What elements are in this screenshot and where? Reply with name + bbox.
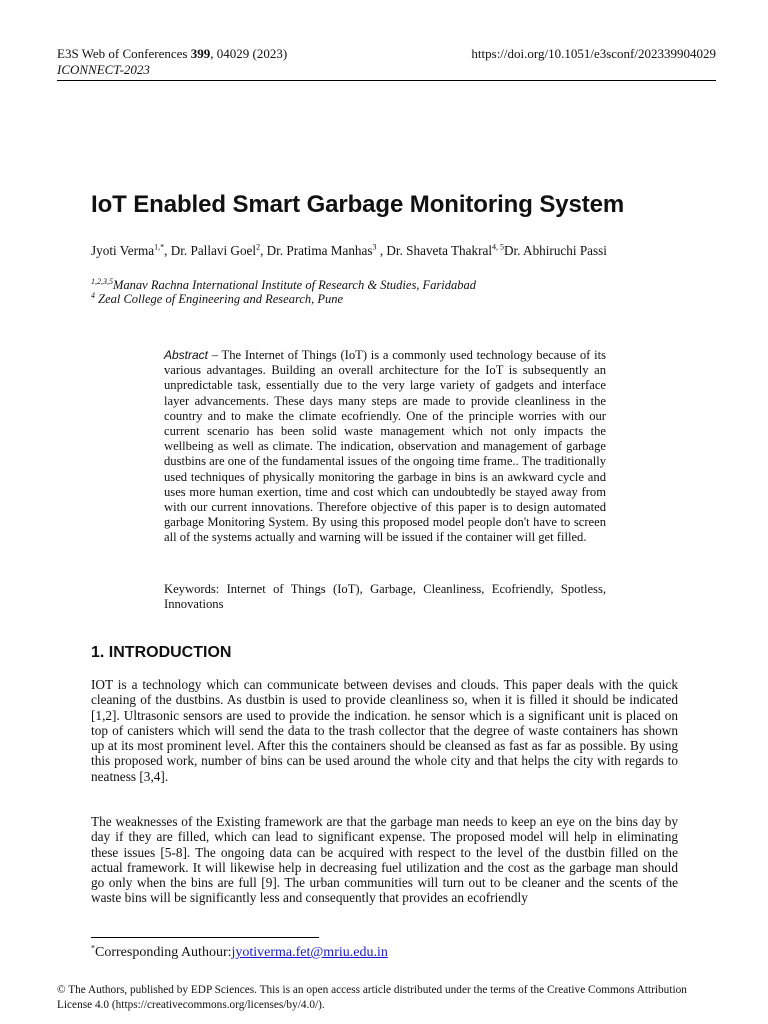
affiliations [91, 278, 476, 306]
author-email-link[interactable]: jyotiverma.fet@mriu.edu.in [231, 945, 388, 960]
body-paragraph: IOT is a technology which can communicate between devises and clouds. This paper deals with the quick cleaning of the dustbins. As dustbin is used to provide cleanliness so, when it is filled it should be indicated [1,2]. Ultrasonic sensors are used to provide the indication. he sensor which is a significant unit is placed on top of canisters which will send the data to the trash collector that the degree of waste containers has shown up at its most prominent level. After this the containers should be cleansed as fast as far as possible. By using this proposed work, number of bins can be used around the whole city and that helps the city with regards to neatness [3,4]. [91, 677, 678, 784]
conference-name: ICONNECT-2023 [57, 62, 150, 77]
license-notice: © The Authors, published by EDP Sciences. This is an open access article distributed under the terms of the Creative Commons Attribution License 4.0 (https://creativecommons.org/licenses/by/4.0/). [57, 984, 687, 1011]
section-heading: 1. INTRODUCTION [91, 644, 232, 661]
doi-link[interactable]: https://doi.org/10.1051/e3sconf/202339904029 [471, 46, 716, 61]
abstract [164, 348, 606, 546]
footnote-divider [91, 937, 319, 938]
keywords: Keywords: Internet of Things (IoT), Garbage, Cleanliness, Ecofriendly, Spotless, Innovations [164, 582, 606, 612]
affiliation-1: $^{1,2,3,5}$Manav Rachna International Institute of Research & Studies, Faridabad [91, 276, 477, 292]
paper-title: IoT Enabled Smart Garbage Monitoring System [91, 191, 625, 218]
volume-number: 399 [190, 46, 211, 61]
corresponding-author-footnote: *Corresponding Authour:jyotiverma.fet@mriu.edu.in [91, 943, 388, 960]
abstract-label: Abstract [164, 348, 209, 362]
journal-citation: E3S Web of Conferences 399, 04029 (2023) [57, 46, 288, 61]
running-header-left [57, 46, 287, 78]
author-list: Jyoti Verma$^{1,*}$, Dr. Pallavi Goel$^2$, Dr. Pratima Manhas$^3$ , Dr. Shaveta Thakral$^{4, 5}$Dr. Abhiruchi Passi [91, 242, 607, 258]
header-divider [57, 80, 716, 81]
body-paragraph: The weaknesses of the Existing framework are that the garbage man needs to keep an eye on the bins day by day if they are filled, which can lead to significant expense. The proposed model will help in eliminating these issues [5-8]. The ongoing data can be acquired with respect to the level of the dustbin filled on the actual framework. It will likewise help in decreasing fuel utilization and the cost as the garbage man should go only when the bins are full [9]. The urban communities will turn out to be cleaner and the scents of the waste bins will be significantly less and consequently that provides an ecofriendly [91, 814, 678, 906]
affiliation-2: $^4$ Zeal College of Engineering and Research, Pune [91, 290, 344, 306]
abstract-text: – The Internet of Things (IoT) is a commonly used technology because of its various advantages. Building an overall architecture for the IoT is subsequently an unpredictable task, essentially due to the very large variety of gadgets and interface layer advancements. These days many steps are made to provide cleanliness in the country and to make the climate ecofriendly. One of the principle worries with our current scenario has been solid waste management which not only impacts the wellbeing as well as climate. The indication, observation and management of garbage dustbins are one of the fundamental issues of the ongoing time frame.. The traditionally used techniques of physically monitoring the garbage in bins is an awkward cycle and uses more human exertion, time and cost which can undoubtedly be stayed away from with our current innovations. Therefore objective of this paper is to design automated garbage Monitoring System. By using this proposed model people don't have to screen all of the systems actually and warning will be issued if the container will get filled. [164, 348, 606, 545]
